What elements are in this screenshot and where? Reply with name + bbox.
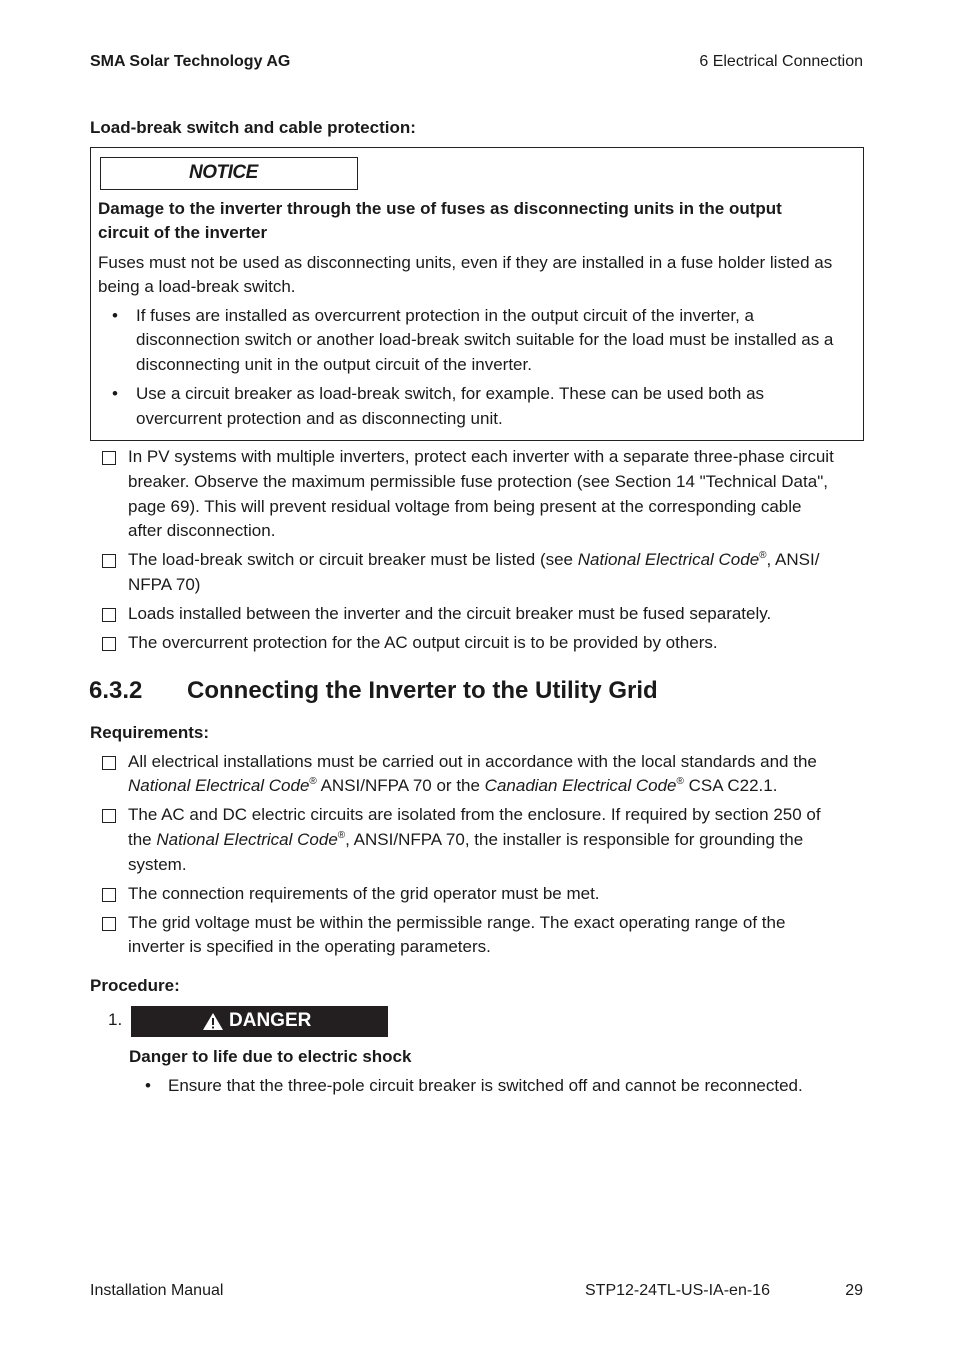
warning-triangle-icon <box>202 1012 224 1031</box>
check1-item1-line1: In PV systems with multiple inverters, protect each inverter with a separate three-phase circuit <box>128 447 834 466</box>
notice-bullet1-line1: If fuses are installed as overcurrent protection in the output circuit of the inverter, a <box>136 306 754 325</box>
danger-bullet: Ensure that the three-pole circuit breaker is switched off and cannot be reconnected. <box>168 1076 803 1095</box>
section-heading-load-break: Load-break switch and cable protection: <box>90 118 416 137</box>
section-number: 6.3.2 <box>89 677 143 704</box>
danger-title: Danger to life due to electric shock <box>129 1047 412 1066</box>
checkbox-icon <box>102 608 116 622</box>
notice-bullet1-line3: disconnecting unit in the output circuit of the inverter. <box>136 355 532 374</box>
notice-bullet2-line1: Use a circuit breaker as load-break switch, for example. These can be used both as <box>136 384 765 403</box>
req2-line3: system. <box>128 855 187 874</box>
footer-doc-type: Installation Manual <box>90 1282 224 1299</box>
check1-item3: Loads installed between the inverter and the circuit breaker must be fused separately. <box>128 604 772 623</box>
req3: The connection requirements of the grid operator must be met. <box>128 884 600 903</box>
checkbox-icon <box>102 637 116 651</box>
checkbox-icon <box>102 756 116 770</box>
requirements-label: Requirements: <box>90 723 210 742</box>
checkbox-icon <box>102 888 116 902</box>
step-number: 1. <box>108 1010 123 1029</box>
check1-item1-line3: page 69). This will prevent residual voltage from being present at the corresponding cable <box>128 497 802 516</box>
bullet-icon: • <box>145 1076 151 1095</box>
notice-label: NOTICE <box>189 162 258 183</box>
notice-bullet2-line2: overcurrent protection and as disconnecting unit. <box>136 409 503 428</box>
checkbox-icon <box>102 451 116 465</box>
notice-body-line2: being a load-break switch. <box>98 277 296 296</box>
footer-doc-code: STP12-24TL-US-IA-en-16 <box>585 1282 770 1299</box>
bullet-icon: • <box>112 384 118 403</box>
notice-bullet1-line2: disconnection switch or another load-break switch suitable for the load must be installed as a <box>136 330 834 349</box>
checkbox-icon <box>102 809 116 823</box>
req4-line1: The grid voltage must be within the permissible range. The exact operating range of the <box>128 913 786 932</box>
check1-item4: The overcurrent protection for the AC output circuit is to be provided by others. <box>128 633 718 652</box>
req4-line2: inverter is specified in the operating parameters. <box>128 937 491 956</box>
checkbox-icon <box>102 554 116 568</box>
notice-title-line2: circuit of the inverter <box>98 223 268 242</box>
check1-item2-line1: The load-break switch or circuit breaker must be listed (see National Electrical Code®, ANSI/ <box>128 550 820 569</box>
notice-title-line1: Damage to the inverter through the use of fuses as disconnecting units in the output <box>98 199 782 218</box>
header-company: SMA Solar Technology AG <box>90 53 291 70</box>
section-title: Connecting the Inverter to the Utility Grid <box>187 677 658 704</box>
req2-line2: the National Electrical Code®, ANSI/NFPA 70, the installer is responsible for grounding the <box>128 830 804 849</box>
req2-line1: The AC and DC electric circuits are isolated from the enclosure. If required by section 250 of <box>128 805 821 824</box>
header-chapter: 6 Electrical Connection <box>699 53 863 70</box>
req1-line2: National Electrical Code® ANSI/NFPA 70 or the Canadian Electrical Code® CSA C22.1. <box>128 776 778 795</box>
danger-label: DANGER <box>229 1010 312 1031</box>
checkbox-icon <box>102 917 116 931</box>
check1-item1-line2: breaker. Observe the maximum permissible fuse protection (see Section 14 "Technical Data", <box>128 472 828 491</box>
danger-tag <box>131 1006 388 1037</box>
notice-body-line1: Fuses must not be used as disconnecting units, even if they are installed in a fuse holder listed as <box>98 253 833 272</box>
req1-line1: All electrical installations must be carried out in accordance with the local standards and the <box>128 752 817 771</box>
notice-tag <box>100 157 358 190</box>
procedure-label: Procedure: <box>90 976 180 995</box>
page-number: 29 <box>845 1282 863 1299</box>
bullet-icon: • <box>112 306 118 325</box>
check1-item1-line4: after disconnection. <box>128 521 276 540</box>
check1-item2-line2: NFPA 70) <box>128 575 201 594</box>
